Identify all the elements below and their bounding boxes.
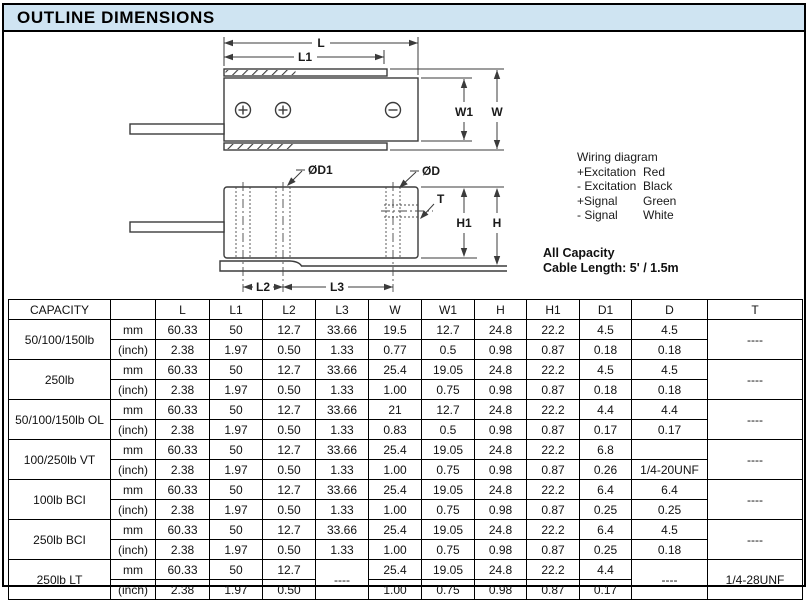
wiring-label: +Excitation (577, 164, 637, 179)
dim-cell: 24.8 (475, 560, 527, 580)
dim-cell: 60.33 (156, 440, 210, 460)
dim-cell: 22.2 (527, 560, 580, 580)
dim-cell: 2.38 (156, 540, 210, 560)
dim-cell: 0.87 (527, 540, 580, 560)
table-row (9, 480, 803, 500)
dim-cell: 50 (210, 560, 263, 580)
unit-cell: mm (111, 480, 156, 500)
wiring-label: - Excitation (577, 179, 637, 193)
wiring-title: Wiring diagram (577, 150, 658, 164)
dim-cell: 2.38 (156, 580, 210, 600)
col-header-W: W (369, 300, 422, 320)
dim-cell: 24.8 (475, 480, 527, 500)
dim-cell: 12.7 (263, 440, 316, 460)
dim-cell: 1.33 (316, 380, 369, 400)
wiring-color: White (643, 208, 674, 222)
dim-cell: 0.98 (475, 380, 527, 400)
col-header-T: T (708, 300, 803, 320)
dim-cell: 25.4 (369, 360, 422, 380)
table-row (9, 540, 803, 560)
dim-cell: 25.4 (369, 520, 422, 540)
dim-label-H: H (492, 216, 502, 230)
table-row (9, 560, 803, 580)
unit-cell: (inch) (111, 500, 156, 520)
dim-cell: 1.00 (369, 380, 422, 400)
dim-cell: 2.38 (156, 500, 210, 520)
dim-cell: 1.97 (210, 500, 263, 520)
unit-cell: (inch) (111, 540, 156, 560)
dim-cell: 50 (210, 360, 263, 380)
dim-cell: 0.26 (580, 460, 632, 480)
dim-cell: 0.5 (422, 420, 475, 440)
unit-cell: (inch) (111, 380, 156, 400)
unit-cell: mm (111, 360, 156, 380)
dim-cell: 4.5 (632, 320, 708, 340)
dim-cell: 12.7 (422, 320, 475, 340)
table-header-row (9, 300, 803, 320)
dim-cell: 60.33 (156, 520, 210, 540)
dim-cell: 12.7 (263, 320, 316, 340)
col-header-L1: L1 (210, 300, 263, 320)
dim-label-W1: W1 (455, 105, 473, 119)
wiring-row (577, 194, 676, 209)
capacity-cell: 50/100/150lb OL (9, 400, 111, 440)
dim-cell: 0.83 (369, 420, 422, 440)
dim-cell: 19.05 (422, 360, 475, 380)
dim-cell: 33.66 (316, 400, 369, 420)
dim-cell: 50 (210, 480, 263, 500)
unit-cell: (inch) (111, 460, 156, 480)
unit-cell: mm (111, 400, 156, 420)
dim-cell: 0.75 (422, 460, 475, 480)
table-row (9, 400, 803, 420)
dim-cell: 1.97 (210, 540, 263, 560)
capacity-cell: 100lb BCI (9, 480, 111, 520)
dim-cell: 0.98 (475, 500, 527, 520)
dim-cell: 1.00 (369, 580, 422, 600)
wiring-label: +Signal (577, 193, 618, 208)
dim-cell: 12.7 (263, 520, 316, 540)
unit-column-header (111, 300, 156, 320)
dim-cell: 0.25 (632, 500, 708, 520)
wiring-color: Green (643, 193, 677, 208)
capacity-cell: 250lb (9, 360, 111, 400)
col-header-L3: L3 (316, 300, 369, 320)
dim-cell: 4.5 (580, 320, 632, 340)
dim-label-L: L (317, 36, 325, 50)
dim-cell: 0.50 (263, 380, 316, 400)
unit-cell: mm (111, 320, 156, 340)
dim-label-D: ØD (422, 164, 440, 178)
dim-label-D1: ØD1 (308, 163, 333, 177)
dim-cell: 0.18 (580, 380, 632, 400)
dim-cell: 6.4 (580, 520, 632, 540)
capacity-cell: 250lb BCI (9, 520, 111, 560)
dim-cell: 60.33 (156, 560, 210, 580)
col-header-H1: H1 (527, 300, 580, 320)
wiring-color: Red (643, 164, 666, 179)
dim-cell: 0.98 (475, 460, 527, 480)
dim-cell-T: ---- (708, 480, 803, 520)
dim-cell: 1.33 (316, 420, 369, 440)
dim-cell: 12.7 (263, 480, 316, 500)
dim-cell: 24.8 (475, 360, 527, 380)
dim-cell: 0.17 (580, 420, 632, 440)
wiring-row (577, 179, 676, 194)
dim-cell: 2.38 (156, 340, 210, 360)
unit-cell: (inch) (111, 580, 156, 600)
col-header-W1: W1 (422, 300, 475, 320)
dim-cell: 22.2 (527, 440, 580, 460)
dim-cell: 4.5 (632, 520, 708, 540)
dim-cell: 0.50 (263, 580, 316, 600)
dim-cell: 4.4 (580, 560, 632, 580)
dim-cell: 0.75 (422, 500, 475, 520)
dim-cell: 6.4 (580, 480, 632, 500)
dim-cell-T: ---- (708, 400, 803, 440)
dim-cell-T: ---- (708, 360, 803, 400)
dim-cell: 24.8 (475, 400, 527, 420)
dim-cell: 25.4 (369, 480, 422, 500)
dim-cell: 50 (210, 520, 263, 540)
dim-cell: 19.05 (422, 560, 475, 580)
dim-cell: 0.25 (580, 540, 632, 560)
dim-cell: 0.98 (475, 580, 527, 600)
dim-cell: 0.75 (422, 580, 475, 600)
dim-cell: 0.50 (263, 500, 316, 520)
dim-cell: 33.66 (316, 320, 369, 340)
dim-cell: 60.33 (156, 480, 210, 500)
capacity-cell: 100/250lb VT (9, 440, 111, 480)
dim-label-L3: L3 (329, 280, 345, 294)
dim-cell: 1.97 (210, 580, 263, 600)
dim-cell: 0.75 (422, 540, 475, 560)
capacity-cell: 50/100/150lb (9, 320, 111, 360)
dim-cell: 22.2 (527, 360, 580, 380)
wiring-label: - Signal (577, 208, 618, 222)
unit-cell: (inch) (111, 420, 156, 440)
dim-cell: 0.77 (369, 340, 422, 360)
dimensions-table (8, 299, 803, 600)
dim-cell: 1.00 (369, 540, 422, 560)
table-row (9, 460, 803, 480)
dim-cell: 1.33 (316, 340, 369, 360)
page-title: OUTLINE DIMENSIONS (17, 7, 215, 27)
dim-cell: 0.18 (632, 340, 708, 360)
dim-cell: 24.8 (475, 440, 527, 460)
table-row (9, 420, 803, 440)
dim-cell: 0.18 (580, 340, 632, 360)
dim-cell: 0.87 (527, 580, 580, 600)
dim-cell: 0.18 (632, 380, 708, 400)
dim-cell: 24.8 (475, 320, 527, 340)
dim-cell: 1.33 (316, 540, 369, 560)
dim-cell: 4.5 (580, 360, 632, 380)
dim-cell: 1.97 (210, 460, 263, 480)
dim-label-L2: L2 (255, 280, 271, 294)
dim-cell: 0.98 (475, 340, 527, 360)
table-row (9, 380, 803, 400)
wiring-color: Black (643, 179, 673, 193)
dim-cell: 24.8 (475, 520, 527, 540)
dim-cell: 6.8 (580, 440, 632, 460)
cable-note-line1: All Capacity (543, 246, 615, 260)
dim-label-T: T (437, 192, 445, 206)
dim-cell: 0.87 (527, 500, 580, 520)
wiring-diagram (577, 150, 676, 223)
dim-cell: 12.7 (263, 400, 316, 420)
dim-cell: 12.7 (263, 560, 316, 580)
table-row (9, 520, 803, 540)
dim-cell: 1.00 (369, 500, 422, 520)
wiring-row (577, 208, 676, 223)
dim-cell: 22.2 (527, 480, 580, 500)
dim-cell: 50 (210, 400, 263, 420)
dim-cell: 50 (210, 320, 263, 340)
table-row (9, 500, 803, 520)
dim-cell: 4.5 (632, 360, 708, 380)
table-row (9, 360, 803, 380)
dim-cell: 33.66 (316, 520, 369, 540)
dim-cell: 19.05 (422, 480, 475, 500)
col-header-D1: D1 (580, 300, 632, 320)
dim-cell: 50 (210, 440, 263, 460)
dim-label-W: W (491, 105, 503, 119)
dim-cell: 4.4 (580, 400, 632, 420)
unit-cell: (inch) (111, 340, 156, 360)
dim-cell: 22.2 (527, 320, 580, 340)
dim-cell: 0.17 (632, 420, 708, 440)
dim-cell-T: 1/4-28UNF (708, 560, 803, 600)
dim-cell: 1.00 (369, 460, 422, 480)
dim-cell: 0.50 (263, 420, 316, 440)
col-header-L2: L2 (263, 300, 316, 320)
dim-cell: 4.4 (632, 400, 708, 420)
dim-cell: 25.4 (369, 440, 422, 460)
dim-cell: 1.33 (316, 460, 369, 480)
table-row (9, 320, 803, 340)
unit-cell: mm (111, 520, 156, 540)
col-header-H: H (475, 300, 527, 320)
dim-cell-D: ---- (632, 560, 708, 600)
dim-cell: 6.4 (632, 480, 708, 500)
dim-cell: 60.33 (156, 360, 210, 380)
dim-cell: 0.87 (527, 380, 580, 400)
dim-cell: 33.66 (316, 360, 369, 380)
dim-cell: 2.38 (156, 460, 210, 480)
col-header-L: L (156, 300, 210, 320)
dim-cell: 1.97 (210, 420, 263, 440)
dim-cell: 2.38 (156, 380, 210, 400)
unit-cell: mm (111, 440, 156, 460)
dim-cell: 0.17 (580, 580, 632, 600)
wiring-row (577, 165, 676, 180)
dim-cell: 2.38 (156, 420, 210, 440)
dim-cell: 21 (369, 400, 422, 420)
dim-cell-T: ---- (708, 440, 803, 480)
dim-cell: 0.87 (527, 460, 580, 480)
dim-cell: 0.98 (475, 420, 527, 440)
dim-cell: 0.25 (580, 500, 632, 520)
cable-note-line2: Cable Length: 5' / 1.5m (543, 261, 679, 275)
dim-cell: 0.87 (527, 420, 580, 440)
dim-cell (632, 440, 708, 460)
title-band (4, 5, 804, 32)
dim-cell: 22.2 (527, 520, 580, 540)
capacity-header: CAPACITY (9, 300, 111, 320)
dim-cell: 0.50 (263, 540, 316, 560)
dim-cell: 0.50 (263, 340, 316, 360)
dim-label-H1: H1 (456, 216, 472, 230)
dim-cell: 0.50 (263, 460, 316, 480)
dim-cell: 1.97 (210, 380, 263, 400)
table-row (9, 340, 803, 360)
dim-cell: 0.5 (422, 340, 475, 360)
dim-cell: 60.33 (156, 400, 210, 420)
cable-note (543, 246, 679, 276)
dim-cell-L3: ---- (316, 560, 369, 600)
dim-cell: 19.5 (369, 320, 422, 340)
dim-cell: 60.33 (156, 320, 210, 340)
dim-cell: 0.87 (527, 340, 580, 360)
capacity-cell: 250lb LT (9, 560, 111, 600)
dim-cell: 33.66 (316, 440, 369, 460)
dim-cell: 33.66 (316, 480, 369, 500)
dim-cell: 22.2 (527, 400, 580, 420)
dim-cell: 1.33 (316, 500, 369, 520)
dim-cell: 0.75 (422, 380, 475, 400)
dim-label-L1: L1 (297, 50, 313, 64)
dim-cell: 25.4 (369, 560, 422, 580)
dim-cell: 19.05 (422, 520, 475, 540)
unit-cell: mm (111, 560, 156, 580)
col-header-D: D (632, 300, 708, 320)
dim-cell-T: ---- (708, 520, 803, 560)
dim-cell: 19.05 (422, 440, 475, 460)
dim-cell: 0.98 (475, 540, 527, 560)
dim-cell: 0.18 (632, 540, 708, 560)
table-row (9, 440, 803, 460)
dim-cell: 1/4-20UNF (632, 460, 708, 480)
dim-cell: 12.7 (422, 400, 475, 420)
dim-cell: 1.97 (210, 340, 263, 360)
dim-cell-T: ---- (708, 320, 803, 360)
dim-cell: 12.7 (263, 360, 316, 380)
